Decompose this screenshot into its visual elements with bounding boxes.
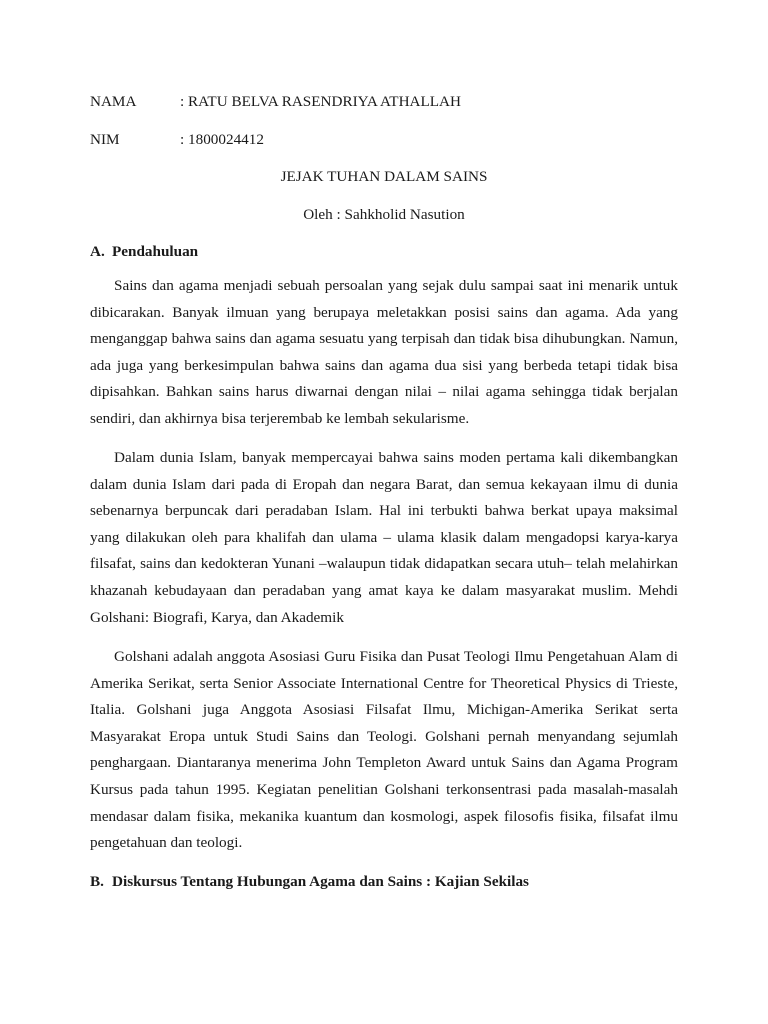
section-b-number: B. <box>90 873 104 890</box>
section-b-title: Diskursus Tentang Hubungan Agama dan Sains : Kajian Sekilas <box>112 873 529 890</box>
name-label: NAMA <box>90 93 137 110</box>
document-title: JEJAK TUHAN DALAM SAINS <box>280 168 488 185</box>
nim-label: NIM <box>90 131 120 148</box>
paragraph-3: Golshani adalah anggota Asosiasi Guru Fisika dan Pusat Teologi Ilmu Pengetahuan Alam di Amerika Serikat, serta Senior Associate International Centre for Theoretical Physics di Trieste, Italia. Golshani juga Anggota Asosiasi Filsafat Ilmu, Michigan-Amerika Serikat serta Masyarakat Eropa untuk Studi Sains dan Teologi. Golshani pernah menyandang sejumlah penghargaan. Diantaranya menerima John Templeton Award untuk Sains dan Agama Program Kursus pada tahun 1995. Kegiatan penelitian Golshani terkonsentrasi pada masalah-masalah mendasar dalam fisika, mekanika kuantum dan kosmologi, aspek filosofis fisika, filsafat ilmu pengetahuan dan teologi. <box>90 648 678 852</box>
paragraph-2: Dalam dunia Islam, banyak mempercayai bahwa sains moden pertama kali dikembangkan dalam dunia Islam dari pada di Eropah dan negara Barat, dan semua kekayaan ilmu di dunia sebenarnya berpuncak dari peradaban Islam. Hal ini terbukti bahwa berkat upaya maksimal yang dilakukan oleh para khalifah dan ulama – ulama klasik dalam mengadopsi karya-karya filsafat, sains dan kedokteran Yunani –walaupun tidak didapatkan secara utuh– telah melahirkan khazanah kebudayaan dan peradaban yang amat kaya ke dalam masyarakat muslim. Mehdi Golshani: Biografi, Karya, dan Akademik <box>90 449 678 626</box>
name-value: : RATU BELVA RASENDRIYA ATHALLAH <box>180 93 461 110</box>
paragraph-1: Sains dan agama menjadi sebuah persoalan yang sejak dulu sampai saat ini menarik untuk dibicarakan. Banyak ilmuan yang berupaya meletakkan posisi sains dan agama. Ada yang menganggap bahwa sains dan agama sesuatu yang terpisah dan tidak bisa dihubungkan. Namun, ada juga yang berkesimpulan bahwa sains dan agama dua sisi yang berbeda tetapi tidak bisa dipisahkan. Bahkan sains harus diwarnai dengan nilai – nilai agama sehingga tidak berjalan sendiri, dan akhirnya bisa terjerembab ke lembah sekularisme. <box>90 277 678 427</box>
nim-value: : 1800024412 <box>180 131 264 148</box>
section-b-heading <box>90 873 529 891</box>
section-a-heading <box>90 243 198 261</box>
author-line: Oleh : Sahkholid Nasution <box>303 206 465 223</box>
section-a-number: A. <box>90 243 105 260</box>
section-a-title: Pendahuluan <box>112 243 199 260</box>
